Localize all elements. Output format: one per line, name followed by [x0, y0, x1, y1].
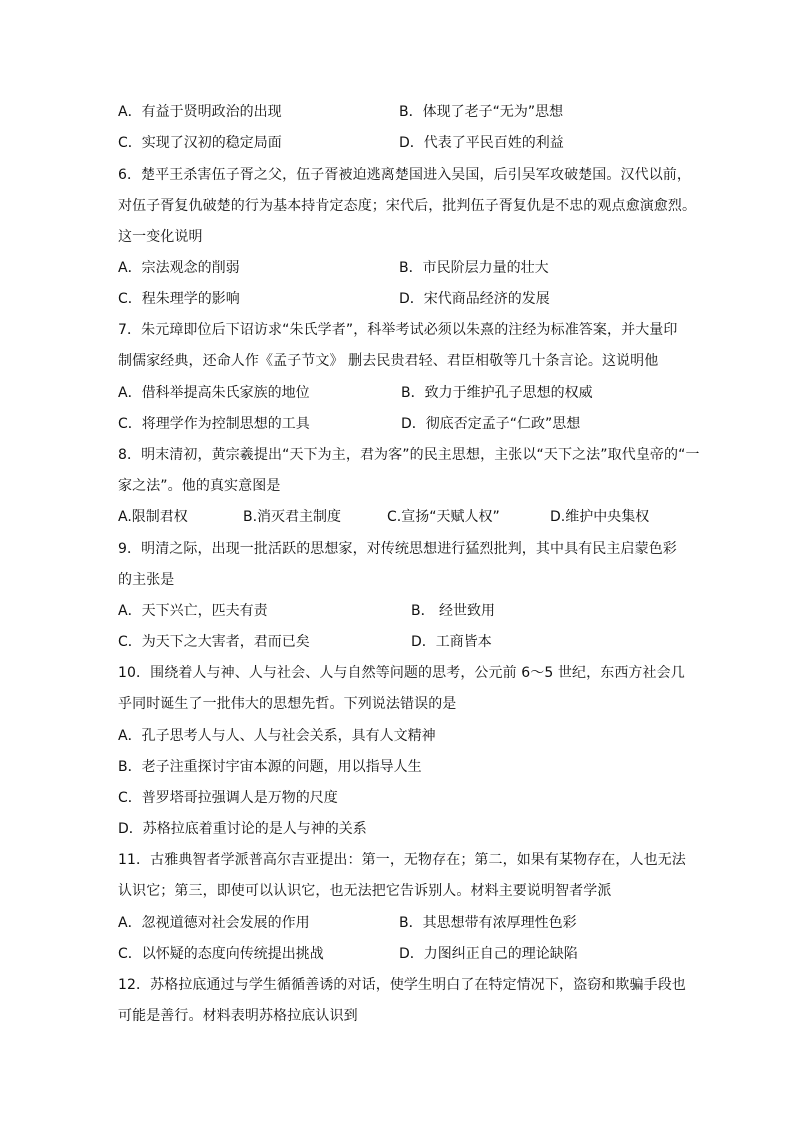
q7-option-d: D．彻底否定孟子“仁政”思想 [401, 416, 581, 432]
q11-option-b: B．其思想带有浓厚理性色彩 [399, 915, 577, 931]
q5-option-a: A．有益于贤明政治的出现 [118, 104, 282, 120]
q8-option-d: D.维护中央集权 [550, 509, 650, 525]
q11-option-c: C．以怀疑的态度向传统提出挑战 [118, 946, 324, 962]
q10-option-d: D．苏格拉底着重讨论的是人与神的关系 [118, 821, 367, 837]
q6-stem-line-1: 6．楚平王杀害伍子胥之父，伍子胥被迫逃离楚国进入吴国，后引吴军攻破楚国。汉代以前， [118, 167, 692, 183]
q10-option-c: C．普罗塔哥拉强调人是万物的尺度 [118, 790, 338, 806]
q6-option-b: B．市民阶层力量的壮大 [399, 260, 549, 276]
q8-option-c: C.宣扬“天赋人权” [387, 509, 500, 525]
q9-stem-line-1: 9．明清之际，出现一批活跃的思想家，对传统思想进行猛烈批判，其中具有民主启蒙色彩 [118, 541, 677, 557]
q7-stem-line-1: 7．朱元璋即位后下诏访求“朱氏学者”，科举考试必须以朱熹的注经为标准答案，并大量印 [118, 322, 678, 338]
q5-option-b: B．体现了老子“无为”思想 [399, 104, 564, 120]
q8-option-a: A.限制君权 [118, 509, 188, 525]
q9-stem-line-2: 的主张是 [118, 572, 175, 588]
q10-stem-line-1: 10．围绕着人与神、人与社会、人与自然等问题的思考，公元前 6～5 世纪，东西方社会几 [118, 665, 685, 681]
q6-option-a: A．宗法观念的削弱 [118, 260, 240, 276]
q9-option-c: C．为天下之大害者，君而已矣 [118, 634, 310, 650]
q9-option-d: D．工商皆本 [411, 634, 492, 650]
q7-option-a: A．借科举提高朱氏家族的地位 [118, 385, 310, 401]
q12-stem-line-2: 可能是善行。材料表明苏格拉底认识到 [118, 1008, 358, 1024]
q6-stem-line-3: 这一变化说明 [118, 229, 203, 245]
q11-stem-line-2: 认识它；第三，即使可以认识它，也无法把它告诉别人。材料主要说明智者学派 [118, 883, 612, 899]
q11-stem-line-1: 11．古雅典智者学派普高尔吉亚提出：第一，无物存在；第二，如果有某物存在，人也无法 [118, 852, 686, 868]
q5-option-c: C．实现了汉初的稳定局面 [118, 135, 282, 151]
q8-stem-line-2: 家之法”。他的真实意图是 [118, 478, 281, 494]
q11-option-a: A．忽视道德对社会发展的作用 [118, 915, 310, 931]
q10-stem-line-2: 乎同时诞生了一批伟大的思想先哲。下列说法错误的是 [118, 696, 457, 712]
q8-stem-line-1: 8．明末清初，黄宗羲提出“天下为主，君为客”的民主思想，主张以“天下之法”取代皇帝的“一 [118, 447, 700, 463]
q9-option-b: B． 经世致用 [411, 603, 496, 619]
q9-option-a: A．天下兴亡，匹夫有责 [118, 603, 268, 619]
q10-option-a: A．孔子思考人与人、人与社会关系，具有人文精神 [118, 728, 436, 744]
q7-option-c: C．将理学作为控制思想的工具 [118, 416, 310, 432]
q6-option-d: D．宋代商品经济的发展 [399, 291, 550, 307]
q6-option-c: C．程朱理学的影响 [118, 291, 240, 307]
q10-option-b: B．老子注重探讨宇宙本源的问题，用以指导人生 [118, 759, 422, 775]
q8-option-b: B.消灭君主制度 [243, 509, 342, 525]
q12-stem-line-1: 12．苏格拉底通过与学生循循善诱的对话，使学生明白了在特定情况下，盗窃和欺骗手段也 [118, 977, 686, 993]
q11-option-d: D．力图纠正自己的理论缺陷 [399, 946, 578, 962]
q7-stem-line-2: 制儒家经典，还命人作《孟子节文》 删去民贵君轻、君臣相敬等几十条言论。这说明他 [118, 353, 659, 369]
q7-option-b: B．致力于维护孔子思想的权威 [401, 385, 593, 401]
q5-option-d: D．代表了平民百姓的利益 [399, 135, 564, 151]
q6-stem-line-2: 对伍子胥复仇破楚的行为基本持肯定态度；宋代后，批判伍子胥复仇是不忠的观点愈演愈烈。 [118, 198, 697, 214]
